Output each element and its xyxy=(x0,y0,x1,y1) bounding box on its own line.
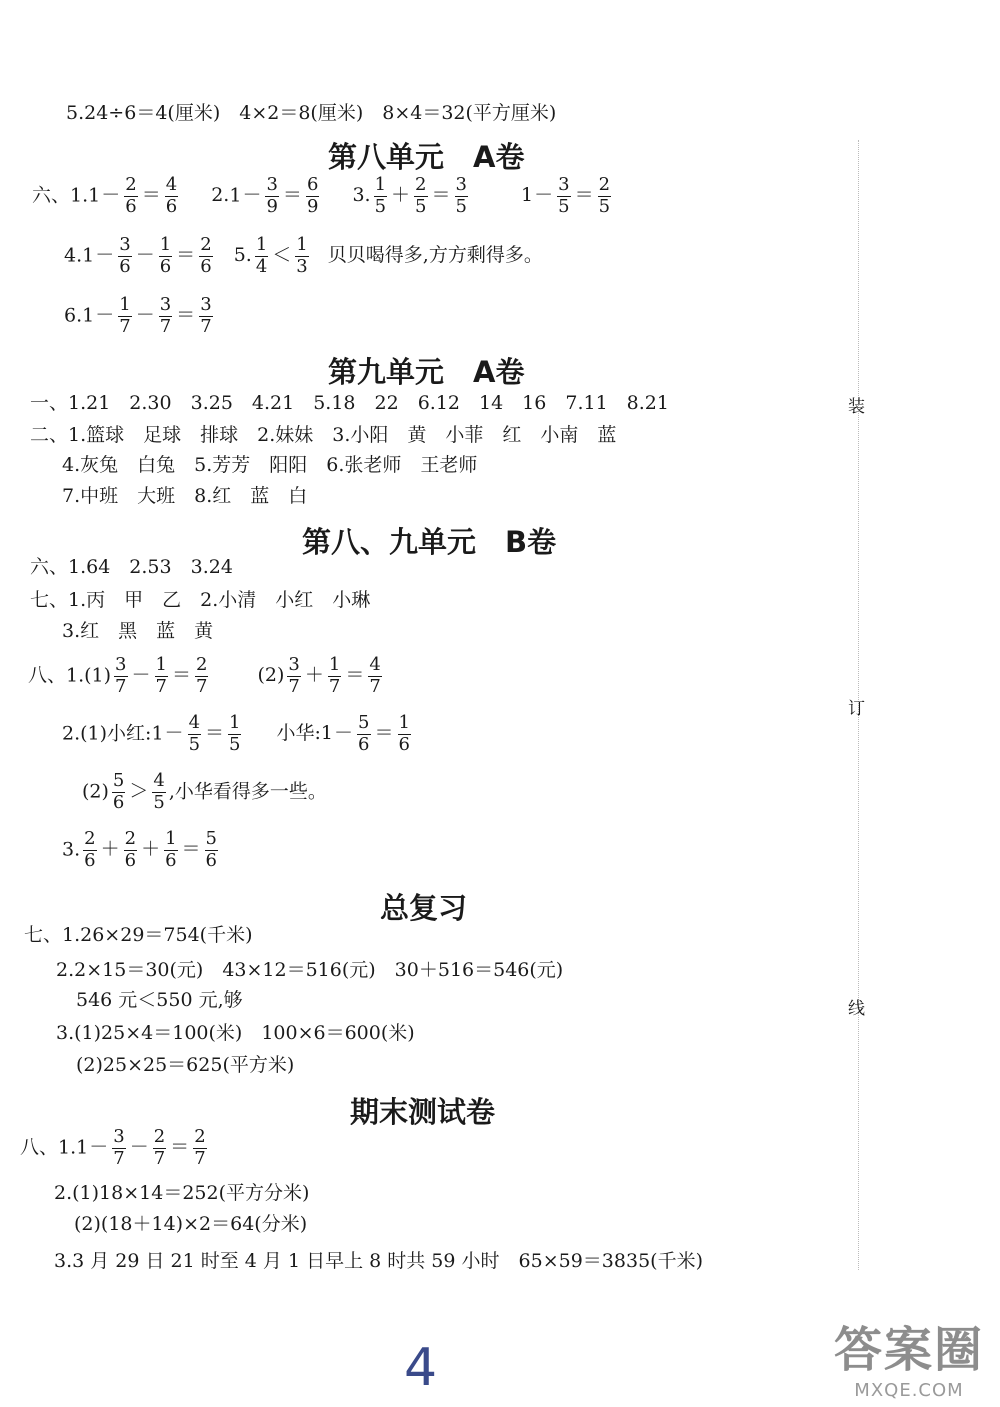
section-title-unit89-b: 第八、九单元 B卷 xyxy=(302,525,557,559)
fraction: $\frac{4}{5}$ xyxy=(153,770,165,813)
binding-mark-zhuang: 装 xyxy=(848,397,865,417)
label: 4. xyxy=(64,244,83,267)
unit9-line3: 4.灰兔 白兔 5.芳芳 阳阳 6.张老师 王老师 xyxy=(62,454,478,476)
fraction: $\frac{3}{5}$ xyxy=(455,174,467,217)
fraction: $\frac{5}{6}$ xyxy=(358,712,370,755)
unit8-q6-line3: 6.1－ $\frac{1}{7}$ － $\frac{3}{7}$ ＝ $\frac{3}{7}$ xyxy=(64,294,212,337)
fraction: $\frac{3}{5}$ xyxy=(558,174,570,217)
label: 八、1.(1) xyxy=(28,664,112,687)
fraction: $\frac{5}{6}$ xyxy=(112,770,125,813)
review-line2: 2.2×15＝30(元) 43×12＝516(元) 30＋516＝546(元) xyxy=(56,959,564,981)
fraction: $\frac{3}{6}$ xyxy=(119,234,131,277)
section-title-final: 期末测试卷 xyxy=(350,1095,496,1129)
label: 3. xyxy=(352,184,371,207)
fraction: $\frac{1}{6}$ xyxy=(165,828,177,871)
section-title-review: 总复习 xyxy=(380,891,468,925)
section-title-unit9-a: 第九单元 A卷 xyxy=(328,355,525,389)
unit89b-q8-line: 八、1.(1) $\frac{3}{7}$ － $\frac{1}{7}$ ＝ $\frac{2}{7}$ (2) $\frac{3}{7}$ ＋ $\frac{1}{7}$ ＝ $\frac{4}{7}$ xyxy=(28,654,381,697)
answer-line-top: 5.24÷6＝4(厘米) 4×2＝8(厘米) 8×4＝32(平方厘米) xyxy=(66,102,557,124)
fraction: $\frac{1}{6}$ xyxy=(159,234,172,277)
num: 1 xyxy=(88,184,101,207)
watermark-logo xyxy=(834,1311,984,1401)
num: 1 xyxy=(76,1136,89,1159)
num: 1 xyxy=(229,184,242,207)
fraction: $\frac{3}{7}$ xyxy=(115,654,127,697)
unit89b-line2: 七、1.丙 甲 乙 2.小清 小红 小琳 xyxy=(30,589,371,611)
review-line3: 546 元＜550 元,够 xyxy=(76,989,243,1011)
fraction: $\frac{3}{9}$ xyxy=(266,174,278,217)
label: 六、1. xyxy=(32,184,89,207)
fraction: $\frac{4}{5}$ xyxy=(188,712,201,755)
final-line2: 2.(1)18×14＝252(平方分米) xyxy=(54,1182,310,1204)
watermark-site: MXQE.COM xyxy=(854,1380,964,1401)
fraction: $\frac{1}{5}$ xyxy=(374,174,387,217)
fraction: $\frac{1}{5}$ xyxy=(229,712,241,755)
unit9-line2: 二、1.篮球 足球 排球 2.妹妹 3.小阳 黄 小菲 红 小南 蓝 xyxy=(30,424,617,446)
fraction: $\frac{2}{6}$ xyxy=(84,828,96,871)
label: 2.(1)小红:1 xyxy=(62,722,164,745)
final-q8-line: 八、1.1－ $\frac{3}{7}$ － $\frac{2}{7}$ ＝ $\frac{2}{7}$ xyxy=(20,1126,206,1169)
num: 1 xyxy=(82,304,95,327)
fraction: $\frac{5}{6}$ xyxy=(205,828,217,871)
label: 八、1. xyxy=(20,1136,77,1159)
binding-mark-xian: 线 xyxy=(848,999,865,1019)
fraction: $\frac{3}{7}$ xyxy=(288,654,300,697)
unit89b-q2-line: 2.(1)小红:1－ $\frac{4}{5}$ ＝ $\frac{1}{5}$ 小华:1－ $\frac{5}{6}$ ＝ $\frac{1}{6}$ xyxy=(62,712,410,755)
label: 小华:1 xyxy=(276,722,334,745)
label: 2. xyxy=(211,184,230,207)
fraction: $\frac{2}{5}$ xyxy=(415,174,427,217)
unit89b-line3: 3.红 黑 蓝 黄 xyxy=(62,620,214,642)
watermark-main: 答案圈 xyxy=(833,1322,984,1378)
fraction: $\frac{6}{9}$ xyxy=(306,174,319,217)
num: 1 xyxy=(82,244,95,267)
fraction: $\frac{3}{7}$ xyxy=(159,294,172,337)
fraction: $\frac{2}{6}$ xyxy=(200,234,212,277)
review-line1: 七、1.26×29＝754(千米) xyxy=(24,924,253,946)
unit9-line4: 7.中班 大班 8.红 蓝 白 xyxy=(62,485,308,507)
label: 5. xyxy=(233,244,252,267)
fraction: $\frac{2}{6}$ xyxy=(124,828,137,871)
fraction: $\frac{3}{7}$ xyxy=(200,294,212,337)
review-line4: 3.(1)25×4＝100(米) 100×6＝600(米) xyxy=(56,1022,415,1044)
answer-text: 贝贝喝得多,方方剩得多。 xyxy=(327,244,543,267)
label: 3. xyxy=(62,838,81,861)
fraction: $\frac{1}{6}$ xyxy=(398,712,410,755)
final-line4: 3.3 月 29 日 21 时至 4 月 1 日早上 8 时共 59 小时 65×59＝3835(千米) xyxy=(54,1250,703,1272)
fraction: $\frac{2}{7}$ xyxy=(194,1126,206,1169)
unit8-q6-line1: 六、1.1－ $\frac{2}{6}$ ＝ $\frac{4}{6}$ 2.1－ $\frac{3}{9}$ ＝ $\frac{6}{9}$ 3. $\frac{1}{5}$ ＋ $\frac{2}{5}$ ＝ $\frac{3}{5}$ 1－ $\frac{3}{5}$ ＝ $\frac{2}{5}$ xyxy=(32,174,611,217)
label: 6. xyxy=(64,304,83,327)
unit89b-line1: 六、1.64 2.53 3.24 xyxy=(30,556,233,578)
fraction: $\frac{3}{7}$ xyxy=(113,1126,125,1169)
final-line3: (2)(18＋14)×2＝64(分米) xyxy=(74,1213,308,1235)
unit89b-q2c-line: (2) $\frac{5}{6}$ ＞ $\frac{4}{5}$ ,小华看得多一些。 xyxy=(82,770,327,813)
fraction: $\frac{1}{3}$ xyxy=(296,234,308,277)
fraction: $\frac{1}{4}$ xyxy=(255,234,268,277)
fraction: $\frac{2}{5}$ xyxy=(598,174,611,217)
fraction: $\frac{4}{7}$ xyxy=(369,654,381,697)
fraction: $\frac{2}{6}$ xyxy=(125,174,137,217)
fraction: $\frac{1}{7}$ xyxy=(155,654,167,697)
num: 1 xyxy=(521,184,534,207)
label: (2) xyxy=(82,780,109,803)
fraction: $\frac{2}{7}$ xyxy=(153,1126,166,1169)
binding-mark-ding: 订 xyxy=(848,699,865,719)
review-line5: (2)25×25＝625(平方米) xyxy=(76,1054,295,1076)
fraction: $\frac{1}{7}$ xyxy=(119,294,131,337)
page-number: 4 xyxy=(404,1338,438,1398)
unit89b-q3-line: 3. $\frac{2}{6}$ ＋ $\frac{2}{6}$ ＋ $\frac{1}{6}$ ＝ $\frac{5}{6}$ xyxy=(62,828,217,871)
fraction: $\frac{1}{7}$ xyxy=(328,654,341,697)
fraction: $\frac{4}{6}$ xyxy=(165,174,178,217)
fraction: $\frac{2}{7}$ xyxy=(195,654,208,697)
label: (2) xyxy=(257,664,285,687)
unit8-q6-line2: 4.1－ $\frac{3}{6}$ － $\frac{1}{6}$ ＝ $\frac{2}{6}$ 5. $\frac{1}{4}$ ＜ $\frac{1}{3}$ 贝贝喝得多,方方剩得多。 xyxy=(64,234,543,277)
unit9-line1: 一、1.21 2.30 3.25 4.21 5.18 22 6.12 14 16 7.11 8.21 xyxy=(30,392,669,414)
section-title-unit8-a: 第八单元 A卷 xyxy=(328,140,525,174)
answer-text: ,小华看得多一些。 xyxy=(168,780,327,803)
